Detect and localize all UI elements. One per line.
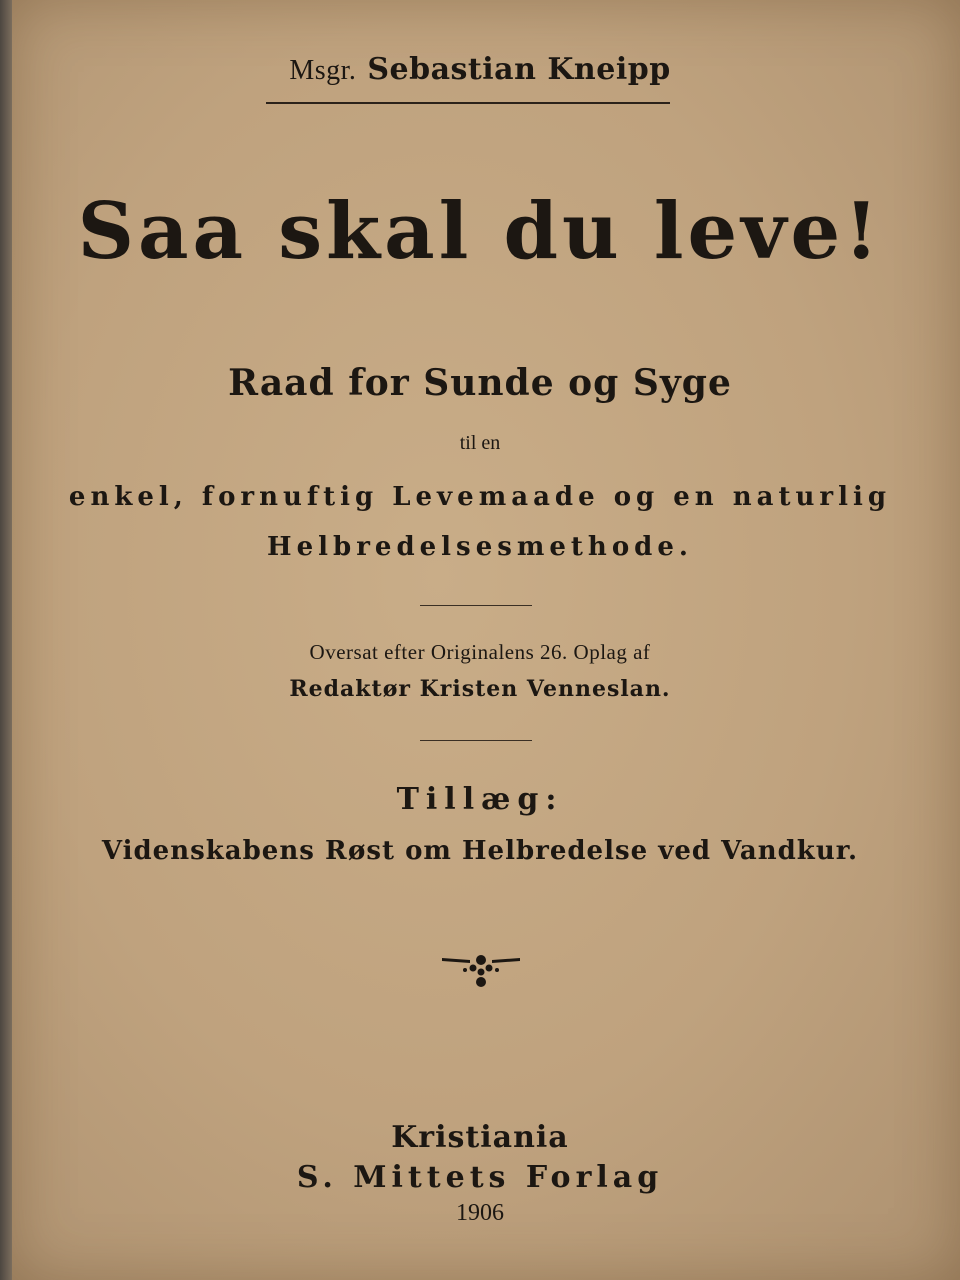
book-subtitle: Raad for Sunde og Syge (228, 362, 732, 404)
divider-rule (420, 605, 532, 606)
author-prefix: Msgr. (289, 55, 357, 86)
connector-text: til en (459, 432, 501, 454)
supplement-title: Videnskabens Røst om Helbredelse ved Vandkur. (101, 836, 859, 866)
author-line (0, 52, 960, 87)
translation-note: Oversat efter Originalens 26. Oplag af (309, 640, 651, 664)
imprint-city: Kristiania (391, 1120, 569, 1155)
imprint-publisher: S. Mittets Forlag (296, 1160, 664, 1195)
author-name: Sebastian Kneipp (367, 52, 671, 87)
description-line-1: enkel, fornuftig Levemaade og en naturlig (68, 482, 892, 512)
supplement-heading: Tillæg: (396, 782, 564, 817)
author-underline (266, 102, 670, 104)
divider-rule (420, 740, 532, 741)
imprint-year: 1906 (456, 1200, 504, 1226)
description-line-2: Helbredelsesmethode. (267, 532, 693, 562)
floral-vignette-icon (440, 950, 522, 990)
book-title: Saa skal du leve! (77, 186, 883, 277)
translator-name: Redaktør Kristen Venneslan. (289, 676, 671, 702)
